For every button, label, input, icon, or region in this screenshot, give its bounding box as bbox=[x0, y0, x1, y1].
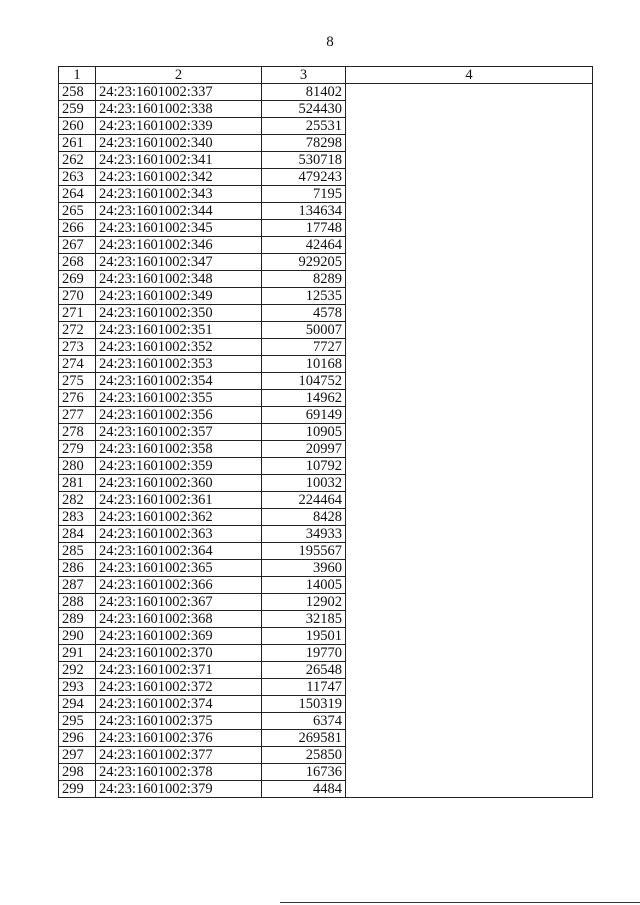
cadastral-number: 24:23:1601002:370 bbox=[96, 645, 262, 662]
plot-area: 19501 bbox=[262, 628, 346, 645]
plot-area: 4484 bbox=[262, 781, 346, 798]
cadastral-number: 24:23:1601002:349 bbox=[96, 288, 262, 305]
plot-area: 42464 bbox=[262, 237, 346, 254]
row-number: 267 bbox=[59, 237, 96, 254]
plot-area: 6374 bbox=[262, 713, 346, 730]
row-number: 271 bbox=[59, 305, 96, 322]
cadastral-number: 24:23:1601002:357 bbox=[96, 424, 262, 441]
plot-area: 195567 bbox=[262, 543, 346, 560]
cadastral-number: 24:23:1601002:337 bbox=[96, 84, 262, 101]
column-header-3: 3 bbox=[262, 67, 346, 84]
plot-area: 81402 bbox=[262, 84, 346, 101]
row-number: 298 bbox=[59, 764, 96, 781]
row-number: 275 bbox=[59, 373, 96, 390]
column-4-cell bbox=[346, 84, 593, 798]
plot-area: 25850 bbox=[262, 747, 346, 764]
cadastral-number: 24:23:1601002:345 bbox=[96, 220, 262, 237]
plot-area: 150319 bbox=[262, 696, 346, 713]
page-number: 8 bbox=[326, 34, 334, 50]
row-number: 283 bbox=[59, 509, 96, 526]
row-number: 258 bbox=[59, 84, 96, 101]
cadastral-number: 24:23:1601002:364 bbox=[96, 543, 262, 560]
cadastral-number: 24:23:1601002:378 bbox=[96, 764, 262, 781]
cadastral-number: 24:23:1601002:340 bbox=[96, 135, 262, 152]
cadastral-number: 24:23:1601002:379 bbox=[96, 781, 262, 798]
plot-area: 11747 bbox=[262, 679, 346, 696]
plot-area: 16736 bbox=[262, 764, 346, 781]
row-number: 290 bbox=[59, 628, 96, 645]
plot-area: 12535 bbox=[262, 288, 346, 305]
plot-area: 224464 bbox=[262, 492, 346, 509]
cadastral-number: 24:23:1601002:368 bbox=[96, 611, 262, 628]
row-number: 273 bbox=[59, 339, 96, 356]
plot-area: 20997 bbox=[262, 441, 346, 458]
plot-area: 7195 bbox=[262, 186, 346, 203]
row-number: 282 bbox=[59, 492, 96, 509]
cadastral-number: 24:23:1601002:354 bbox=[96, 373, 262, 390]
cadastral-number: 24:23:1601002:346 bbox=[96, 237, 262, 254]
row-number: 277 bbox=[59, 407, 96, 424]
cadastral-number: 24:23:1601002:350 bbox=[96, 305, 262, 322]
plot-area: 14005 bbox=[262, 577, 346, 594]
plot-area: 10905 bbox=[262, 424, 346, 441]
cadastral-number: 24:23:1601002:359 bbox=[96, 458, 262, 475]
plot-area: 8289 bbox=[262, 271, 346, 288]
cadastral-number: 24:23:1601002:367 bbox=[96, 594, 262, 611]
row-number: 259 bbox=[59, 101, 96, 118]
plot-area: 524430 bbox=[262, 101, 346, 118]
row-number: 291 bbox=[59, 645, 96, 662]
cadastral-number: 24:23:1601002:341 bbox=[96, 152, 262, 169]
cadastral-number: 24:23:1601002:365 bbox=[96, 560, 262, 577]
cadastral-number: 24:23:1601002:338 bbox=[96, 101, 262, 118]
row-number: 262 bbox=[59, 152, 96, 169]
row-number: 292 bbox=[59, 662, 96, 679]
plot-area: 3960 bbox=[262, 560, 346, 577]
row-number: 270 bbox=[59, 288, 96, 305]
row-number: 294 bbox=[59, 696, 96, 713]
plot-area: 32185 bbox=[262, 611, 346, 628]
row-number: 296 bbox=[59, 730, 96, 747]
cadastral-number: 24:23:1601002:348 bbox=[96, 271, 262, 288]
cadastral-number: 24:23:1601002:377 bbox=[96, 747, 262, 764]
cadastral-number: 24:23:1601002:358 bbox=[96, 441, 262, 458]
cadastral-number: 24:23:1601002:351 bbox=[96, 322, 262, 339]
plot-area: 50007 bbox=[262, 322, 346, 339]
row-number: 284 bbox=[59, 526, 96, 543]
cadastral-number: 24:23:1601002:366 bbox=[96, 577, 262, 594]
plot-area: 104752 bbox=[262, 373, 346, 390]
plot-area: 69149 bbox=[262, 407, 346, 424]
row-number: 293 bbox=[59, 679, 96, 696]
row-number: 265 bbox=[59, 203, 96, 220]
row-number: 268 bbox=[59, 254, 96, 271]
row-number: 286 bbox=[59, 560, 96, 577]
row-number: 289 bbox=[59, 611, 96, 628]
row-number: 285 bbox=[59, 543, 96, 560]
row-number: 281 bbox=[59, 475, 96, 492]
row-number: 287 bbox=[59, 577, 96, 594]
row-number: 288 bbox=[59, 594, 96, 611]
plot-area: 78298 bbox=[262, 135, 346, 152]
row-number: 264 bbox=[59, 186, 96, 203]
plot-area: 8428 bbox=[262, 509, 346, 526]
row-number: 260 bbox=[59, 118, 96, 135]
row-number: 279 bbox=[59, 441, 96, 458]
cadastral-number: 24:23:1601002:362 bbox=[96, 509, 262, 526]
cadastral-number: 24:23:1601002:355 bbox=[96, 390, 262, 407]
row-number: 266 bbox=[59, 220, 96, 237]
column-header-4: 4 bbox=[346, 67, 593, 84]
cadastral-number: 24:23:1601002:347 bbox=[96, 254, 262, 271]
cadastral-number: 24:23:1601002:371 bbox=[96, 662, 262, 679]
row-number: 263 bbox=[59, 169, 96, 186]
plot-area: 34933 bbox=[262, 526, 346, 543]
plot-area: 4578 bbox=[262, 305, 346, 322]
table-header-row bbox=[59, 67, 593, 84]
plot-area: 269581 bbox=[262, 730, 346, 747]
row-number: 280 bbox=[59, 458, 96, 475]
plot-area: 17748 bbox=[262, 220, 346, 237]
cadastral-number: 24:23:1601002:376 bbox=[96, 730, 262, 747]
plot-area: 10032 bbox=[262, 475, 346, 492]
row-number: 276 bbox=[59, 390, 96, 407]
plot-area: 12902 bbox=[262, 594, 346, 611]
cadastral-number: 24:23:1601002:363 bbox=[96, 526, 262, 543]
cadastral-number: 24:23:1601002:344 bbox=[96, 203, 262, 220]
row-number: 274 bbox=[59, 356, 96, 373]
cadastral-number: 24:23:1601002:369 bbox=[96, 628, 262, 645]
row-number: 261 bbox=[59, 135, 96, 152]
table-row bbox=[59, 84, 593, 101]
row-number: 299 bbox=[59, 781, 96, 798]
cadastral-number: 24:23:1601002:361 bbox=[96, 492, 262, 509]
cadastral-number: 24:23:1601002:375 bbox=[96, 713, 262, 730]
table-body bbox=[59, 84, 593, 798]
row-number: 297 bbox=[59, 747, 96, 764]
plot-area: 7727 bbox=[262, 339, 346, 356]
plot-area: 479243 bbox=[262, 169, 346, 186]
plot-area: 10168 bbox=[262, 356, 346, 373]
cadastral-number: 24:23:1601002:339 bbox=[96, 118, 262, 135]
plot-area: 530718 bbox=[262, 152, 346, 169]
column-header-2: 2 bbox=[96, 67, 262, 84]
cadastral-number: 24:23:1601002:372 bbox=[96, 679, 262, 696]
plot-area: 25531 bbox=[262, 118, 346, 135]
row-number: 295 bbox=[59, 713, 96, 730]
cadastral-number: 24:23:1601002:342 bbox=[96, 169, 262, 186]
column-header-1: 1 bbox=[59, 67, 96, 84]
footer-rule bbox=[280, 902, 640, 903]
plot-area: 929205 bbox=[262, 254, 346, 271]
row-number: 278 bbox=[59, 424, 96, 441]
plot-area: 26548 bbox=[262, 662, 346, 679]
plot-area: 19770 bbox=[262, 645, 346, 662]
plot-area: 134634 bbox=[262, 203, 346, 220]
plot-area: 10792 bbox=[262, 458, 346, 475]
cadastral-number: 24:23:1601002:374 bbox=[96, 696, 262, 713]
cadastral-number: 24:23:1601002:352 bbox=[96, 339, 262, 356]
cadastral-number: 24:23:1601002:356 bbox=[96, 407, 262, 424]
land-plot-table bbox=[58, 66, 593, 798]
plot-area: 14962 bbox=[262, 390, 346, 407]
cadastral-number: 24:23:1601002:360 bbox=[96, 475, 262, 492]
row-number: 272 bbox=[59, 322, 96, 339]
cadastral-number: 24:23:1601002:353 bbox=[96, 356, 262, 373]
row-number: 269 bbox=[59, 271, 96, 288]
cadastral-number: 24:23:1601002:343 bbox=[96, 186, 262, 203]
